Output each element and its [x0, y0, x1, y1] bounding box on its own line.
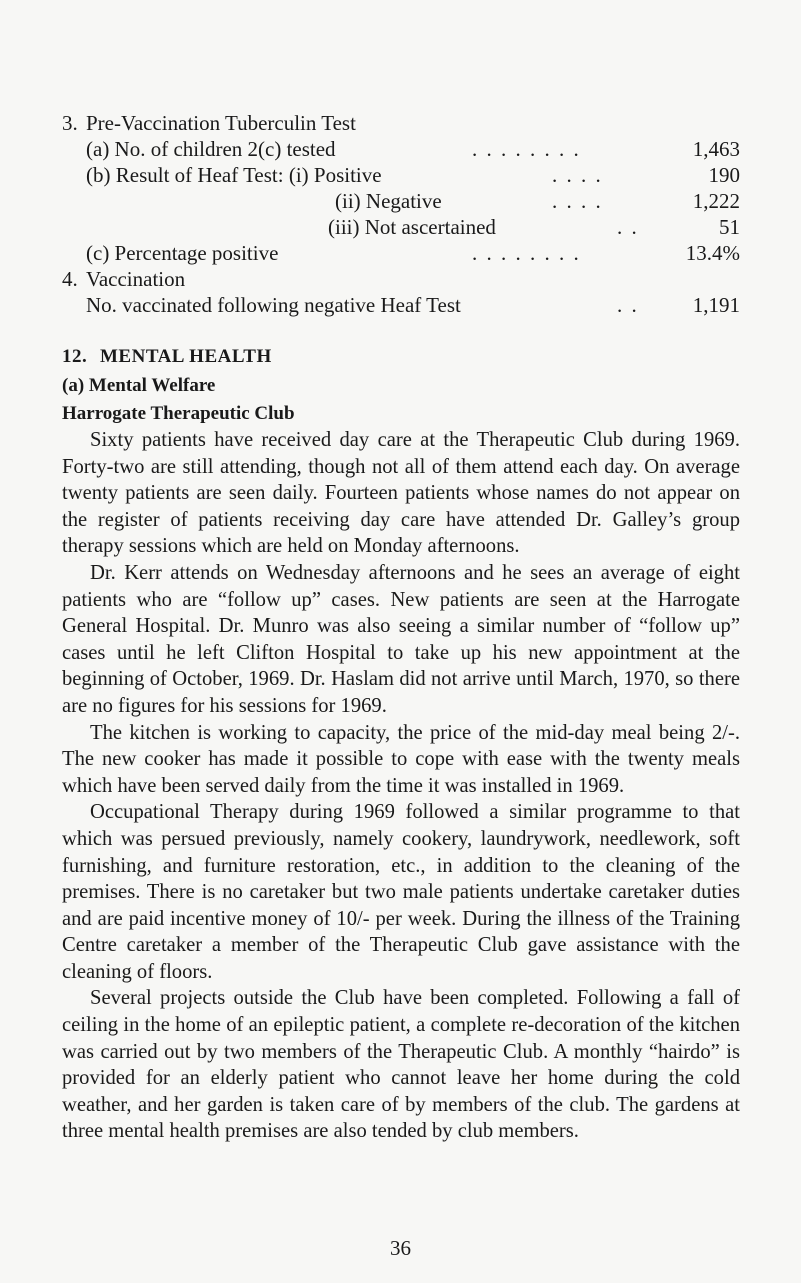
row-label: (a) No. of children 2(c) tested — [86, 137, 336, 161]
paragraph-2: Dr. Kerr attends on Wednesday afternoons and he sees an average of eight patients who are “follow up” cases. New patients are seen at the Harrogate General Hospital. Dr. Munro was also seeing a similar number of “follow up” cases until he left Clifton Hospital to take up his new appointment at the beginning of October, 1969. Dr. Haslam did not arrive until March, 1970, so there are no figures for his sessions for 1969. — [62, 561, 740, 717]
section-4-heading — [62, 266, 740, 292]
row-label: (c) Percentage positive — [86, 241, 279, 265]
section-3-title: Pre-Vaccination Tuberculin Test — [86, 111, 356, 135]
row-label: No. vaccinated following negative Heaf Test — [86, 293, 461, 317]
section-12-title: MENTAL HEALTH — [100, 346, 272, 367]
leader-dots: . . . . — [552, 189, 603, 213]
row-value: 1,191 — [692, 293, 740, 317]
tuberculin-table — [62, 110, 740, 318]
paragraph-4: Occupational Therapy during 1969 followed a similar programme to that which was persued previously, namely cookery, laundrywork, needlework, soft furnishing, and furniture restoration, etc., in addition to the cleaning of the premises. There is no caretaker but two male patients undertake caretaker duties and are paid incentive money of 10/- per week. During the illness of the Training Centre caretaker a member of the Therapeutic Club gave assistance with the cleaning of floors. — [62, 801, 740, 983]
leader-dots: . . . . — [552, 163, 603, 187]
row-value: 190 — [708, 163, 740, 187]
section-12-number: 12. — [62, 346, 88, 367]
subsection-therapeutic-club: Harrogate Therapeutic Club — [62, 403, 295, 424]
paragraph-1: Sixty patients have received day care at the Therapeutic Club during 1969. Forty-two are still attending, though not all of them attend each day. On average twenty patients are seen daily. Fourteen patients whose names do not appear on the register of patients receiving day care have attended Dr. Galley’s group therapy sessions which are held on Monday afternoons. — [62, 429, 740, 558]
row-value: 51 — [719, 215, 740, 239]
row-value: 1,222 — [692, 189, 740, 213]
body-text — [62, 427, 740, 1145]
row-label: (b) Result of Heaf Test: (i) Positive — [86, 163, 382, 187]
leader-dots: . . . . . . . . — [472, 137, 581, 161]
row-value: 13.4% — [685, 241, 740, 265]
section-4-title: Vaccination — [86, 267, 186, 291]
row-label: (iii) Not ascertained — [328, 215, 496, 239]
row-value: 1,463 — [692, 137, 740, 161]
leader-dots: . . — [617, 293, 639, 317]
row-positive — [62, 162, 740, 188]
row-label: (ii) Negative — [335, 189, 442, 213]
row-children-tested — [62, 136, 740, 162]
section-12-heading — [62, 346, 272, 368]
page-number: 36 — [390, 1236, 411, 1260]
leader-dots: . . . . . . . . — [472, 241, 581, 265]
subsection-mental-welfare: (a) Mental Welfare — [62, 375, 216, 396]
row-negative — [62, 188, 740, 214]
section-3-number: 3. — [62, 111, 78, 135]
row-vaccinated — [62, 292, 740, 318]
leader-dots: . . — [617, 215, 639, 239]
row-percentage-positive — [62, 240, 740, 266]
paragraph-3: The kitchen is working to capacity, the price of the mid-day meal being 2/-. The new cooker has made it possible to cope with ease with the twenty meals which have been served daily from the time it was installed in 1969. — [62, 721, 740, 797]
section-3-heading — [62, 110, 740, 136]
row-not-ascertained — [62, 214, 740, 240]
paragraph-5: Several projects outside the Club have been completed. Following a fall of ceiling in the home of an epileptic patient, a complete re-decoration of the kitchen was carried out by two members of the Therapeutic Club. A monthly “hairdo” is provided for an elderly patient who cannot leave her home during the cold weather, and her garden is taken care of by members of the club. The gardens at three mental health premises are also tended by club members. — [62, 987, 740, 1143]
section-4-number: 4. — [62, 267, 78, 291]
